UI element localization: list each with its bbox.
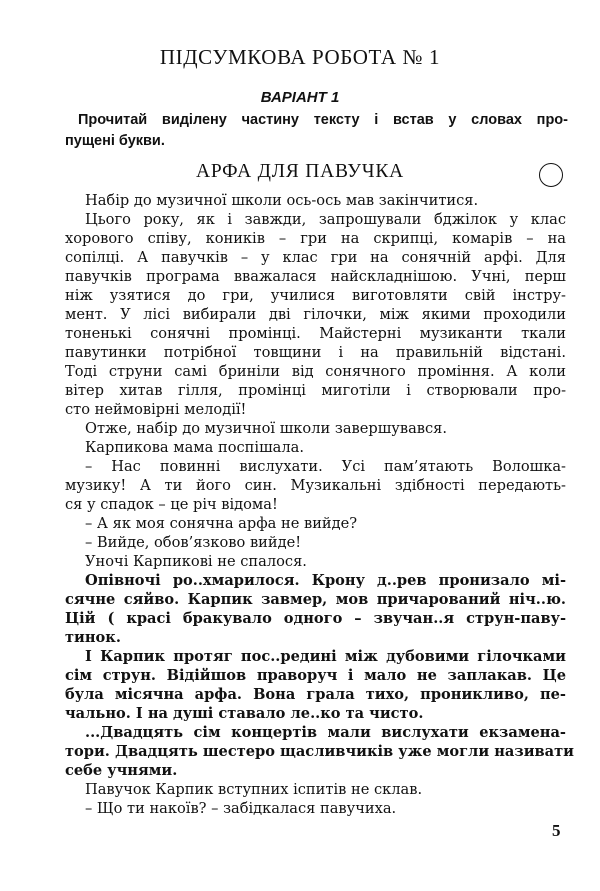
answer-circle-icon — [539, 163, 563, 187]
highlighted-text-line: тинок. — [65, 629, 121, 646]
highlighted-text-line: Опівночі ро..хмарилося. Крону д..рев пронизало мі- — [85, 572, 566, 589]
text-line: павучків програма вважалася найскладнішою. Учні, перш — [65, 268, 566, 285]
highlighted-text-line: ...Двадцять сім концертів мали вислухати екзамена- — [85, 724, 566, 741]
highlighted-text-line: тори. Двадцять шестеро щасливчиків уже могли називати — [65, 743, 574, 760]
text-line: мент. У лісі вибирали дві гілочки, між якими проходили — [65, 306, 566, 323]
text-line: вітер хитав гілля, промінці миготіли і створювали про- — [65, 382, 566, 399]
text-line: Павучок Карпик вступних іспитів не склав. — [85, 781, 423, 798]
highlighted-text-line: сячне сяйво. Карпик завмер, мов причарований ніч..ю. — [65, 591, 566, 608]
text-line: Тоді струни самі бриніли від сонячного проміння. А коли — [65, 363, 566, 380]
highlighted-text-line: чально. І на душі ставало ле..ко та чисто. — [65, 705, 424, 722]
variant-heading: ВАРІАНТ 1 — [260, 89, 340, 106]
text-line: – Вийде, обов’язково вийде! — [85, 534, 302, 551]
text-line: Карпикова мама поспішала. — [85, 439, 304, 456]
highlighted-text-line: себе учнями. — [65, 762, 178, 779]
text-line: тоненькі сонячні промінці. Майстерні музиканти ткали — [65, 325, 566, 342]
text-line: Отже, набір до музичної школи завершувався. — [85, 420, 448, 437]
instruction-line: пущені букви. — [65, 133, 165, 149]
highlighted-text-line: Цій ( красі бракувало одного – звучан..я струн-паву- — [65, 610, 566, 627]
highlighted-text-line: сім струн. Відійшов праворуч і мало не заплакав. Це — [65, 667, 566, 684]
text-line: Уночі Карпикові не спалося. — [85, 553, 307, 570]
text-line: – Нас повинні вислухати. Усі пам’ятають Волошка- — [85, 458, 566, 475]
page-title: ПІДСУМКОВА РОБОТА № 1 — [159, 45, 441, 69]
text-line: хорового співу, коників – гри на скрипці, комарів – на — [65, 230, 566, 247]
text-line: сто неймовірні мелодії! — [65, 401, 247, 418]
text-line: сопілці. А павучків – у клас гри на сонячній арфі. Для — [65, 249, 566, 266]
text-line: павутинки потрібної товщини і на правильній відстані. — [65, 344, 566, 361]
instruction-line: Прочитай виділену частину тексту і встав у словах про- — [78, 112, 568, 128]
text-line: музику! А ти його син. Музикальні здібності передають- — [65, 477, 566, 494]
text-line: ся у спадок – це річ відома! — [65, 496, 278, 513]
text-line: Набір до музичної школи ось-ось мав закінчитися. — [85, 192, 479, 209]
text-line: ніж узятися до гри, училися виготовляти свій інстру- — [65, 287, 566, 304]
text-line: – А як моя сонячна арфа не вийде? — [85, 515, 358, 532]
highlighted-text-line: І Карпик протяг пос..редині між дубовими гілочками — [85, 648, 566, 665]
story-title: АРФА ДЛЯ ПАВУЧКА — [195, 161, 405, 182]
text-line: Цього року, як і завжди, запрошували бджілок у клас — [85, 211, 566, 228]
highlighted-text-line: була місячна арфа. Вона грала тихо, проникливо, пе- — [65, 686, 566, 703]
text-line: – Що ти накоїв? – забідкалася павучиха. — [85, 800, 397, 817]
page-number: 5 — [552, 821, 561, 840]
